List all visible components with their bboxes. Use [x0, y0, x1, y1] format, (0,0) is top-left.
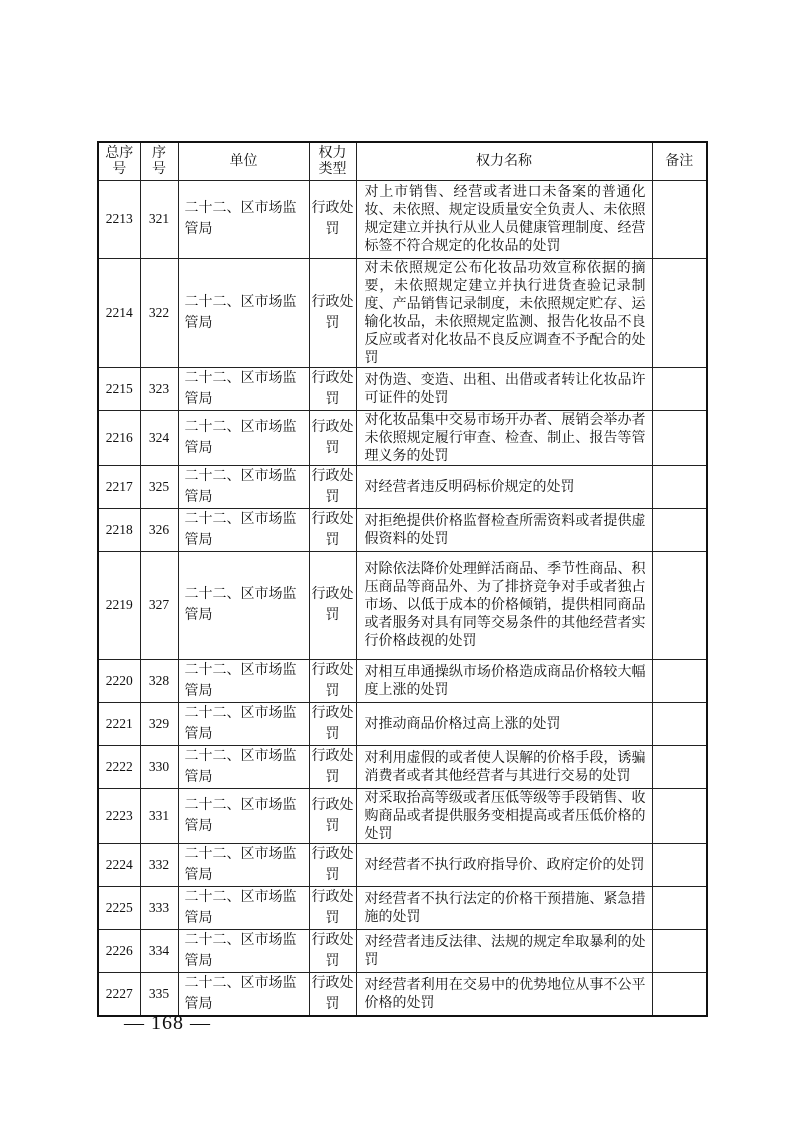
unit-cell: 二十二、区市场监管局 [178, 465, 309, 508]
table-row [98, 788, 707, 843]
unit-cell: 二十二、区市场监管局 [178, 551, 309, 659]
remarks-cell [652, 508, 707, 551]
unit-cell: 二十二、区市场监管局 [178, 258, 309, 367]
remarks-cell [652, 929, 707, 972]
seq-no-cell: 334 [140, 929, 178, 972]
total-no-cell: 2214 [98, 258, 140, 367]
remarks-cell [652, 551, 707, 659]
remarks-cell [652, 180, 707, 258]
power-type-cell: 行政处罚 [309, 929, 356, 972]
power-name-cell: 对化妆品集中交易市场开办者、展销会举办者未依照规定履行审查、检查、制止、报告等管理义务的处罚 [356, 410, 652, 465]
table-row [98, 843, 707, 886]
seq-no-cell: 324 [140, 410, 178, 465]
table-body [98, 180, 707, 1016]
unit-cell: 二十二、区市场监管局 [178, 367, 309, 410]
seq-no-cell: 321 [140, 180, 178, 258]
seq-no-cell: 330 [140, 745, 178, 788]
power-name-cell: 对伪造、变造、出租、出借或者转让化妆品许可证件的处罚 [356, 367, 652, 410]
unit-cell: 二十二、区市场监管局 [178, 702, 309, 745]
power-name-cell: 对经营者违反法律、法规的规定牟取暴利的处罚 [356, 929, 652, 972]
power-type-cell: 行政处罚 [309, 788, 356, 843]
power-name-cell: 对上市销售、经营或者进口未备案的普通化妆、未依照、规定设质量安全负责人、未依照规定建立并执行从业人员健康管理制度、经营标签不符合规定的化妆品的处罚 [356, 180, 652, 258]
power-name-cell: 对相互串通操纵市场价格造成商品价格较大幅度上涨的处罚 [356, 659, 652, 702]
table-row [98, 367, 707, 410]
power-type-cell: 行政处罚 [309, 659, 356, 702]
total-no-cell: 2218 [98, 508, 140, 551]
power-type-cell: 行政处罚 [309, 886, 356, 929]
remarks-cell [652, 410, 707, 465]
remarks-cell [652, 702, 707, 745]
seq-no-cell: 323 [140, 367, 178, 410]
table-row [98, 886, 707, 929]
power-name-cell: 对未依照规定公布化妆品功效宣称依据的摘要，未依照规定建立并执行进货查验记录制度、产品销售记录制度，未依照规定贮存、运输化妆品，未依照规定监测、报告化妆品不良反应或者对化妆品不良反应调查不予配合的处罚 [356, 258, 652, 367]
power-type-cell: 行政处罚 [309, 180, 356, 258]
power-type-cell: 行政处罚 [309, 465, 356, 508]
total-no-cell: 2224 [98, 843, 140, 886]
seq-no-cell: 333 [140, 886, 178, 929]
table-row [98, 508, 707, 551]
power-type-cell: 行政处罚 [309, 843, 356, 886]
power-name-cell: 对拒绝提供价格监督检查所需资料或者提供虚假资料的处罚 [356, 508, 652, 551]
total-no-cell: 2226 [98, 929, 140, 972]
total-no-cell: 2221 [98, 702, 140, 745]
power-type-cell: 行政处罚 [309, 508, 356, 551]
table-row [98, 929, 707, 972]
header-seq-no: 序号 [140, 142, 178, 180]
power-name-cell: 对采取抬高等级或者压低等级等手段销售、收购商品或者提供服务变相提高或者压低价格的处罚 [356, 788, 652, 843]
header-power-name: 权力名称 [356, 142, 652, 180]
power-name-cell: 对除依法降价处理鲜活商品、季节性商品、积压商品等商品外、为了排挤竞争对手或者独占市场、以低于成本的价格倾销，提供相同商品或者服务对具有同等交易条件的其他经营者实行价格歧视的处罚 [356, 551, 652, 659]
unit-cell: 二十二、区市场监管局 [178, 410, 309, 465]
total-no-cell: 2227 [98, 972, 140, 1016]
power-type-cell: 行政处罚 [309, 258, 356, 367]
total-no-cell: 2217 [98, 465, 140, 508]
header-unit: 单位 [178, 142, 309, 180]
page-number: — 168 — [124, 1012, 211, 1034]
remarks-cell [652, 258, 707, 367]
power-type-cell: 行政处罚 [309, 972, 356, 1016]
seq-no-cell: 322 [140, 258, 178, 367]
table-header-row [98, 142, 707, 180]
table-row [98, 180, 707, 258]
power-name-cell: 对经营者不执行法定的价格干预措施、紧急措施的处罚 [356, 886, 652, 929]
power-name-cell: 对经营者不执行政府指导价、政府定价的处罚 [356, 843, 652, 886]
seq-no-cell: 329 [140, 702, 178, 745]
total-no-cell: 2223 [98, 788, 140, 843]
seq-no-cell: 326 [140, 508, 178, 551]
power-type-cell: 行政处罚 [309, 745, 356, 788]
table-row [98, 659, 707, 702]
unit-cell: 二十二、区市场监管局 [178, 886, 309, 929]
header-remarks: 备注 [652, 142, 707, 180]
unit-cell: 二十二、区市场监管局 [178, 659, 309, 702]
power-type-cell: 行政处罚 [309, 367, 356, 410]
total-no-cell: 2213 [98, 180, 140, 258]
total-no-cell: 2216 [98, 410, 140, 465]
unit-cell: 二十二、区市场监管局 [178, 788, 309, 843]
unit-cell: 二十二、区市场监管局 [178, 929, 309, 972]
power-name-cell: 对推动商品价格过高上涨的处罚 [356, 702, 652, 745]
power-type-cell: 行政处罚 [309, 702, 356, 745]
remarks-cell [652, 843, 707, 886]
power-list-table [97, 141, 708, 1017]
remarks-cell [652, 972, 707, 1016]
unit-cell: 二十二、区市场监管局 [178, 843, 309, 886]
table-row [98, 972, 707, 1016]
seq-no-cell: 328 [140, 659, 178, 702]
table-row [98, 702, 707, 745]
total-no-cell: 2219 [98, 551, 140, 659]
table-row [98, 745, 707, 788]
total-no-cell: 2225 [98, 886, 140, 929]
unit-cell: 二十二、区市场监管局 [178, 745, 309, 788]
header-power-type: 权力类型 [309, 142, 356, 180]
power-name-cell: 对经营者利用在交易中的优势地位从事不公平价格的处罚 [356, 972, 652, 1016]
total-no-cell: 2215 [98, 367, 140, 410]
power-type-cell: 行政处罚 [309, 551, 356, 659]
header-total-no: 总序号 [98, 142, 140, 180]
table-row [98, 551, 707, 659]
table-row [98, 258, 707, 367]
seq-no-cell: 331 [140, 788, 178, 843]
power-name-cell: 对经营者违反明码标价规定的处罚 [356, 465, 652, 508]
seq-no-cell: 335 [140, 972, 178, 1016]
total-no-cell: 2222 [98, 745, 140, 788]
remarks-cell [652, 367, 707, 410]
unit-cell: 二十二、区市场监管局 [178, 508, 309, 551]
total-no-cell: 2220 [98, 659, 140, 702]
seq-no-cell: 332 [140, 843, 178, 886]
remarks-cell [652, 788, 707, 843]
power-name-cell: 对利用虚假的或者使人误解的价格手段，诱骗消费者或者其他经营者与其进行交易的处罚 [356, 745, 652, 788]
seq-no-cell: 325 [140, 465, 178, 508]
remarks-cell [652, 659, 707, 702]
remarks-cell [652, 886, 707, 929]
seq-no-cell: 327 [140, 551, 178, 659]
power-type-cell: 行政处罚 [309, 410, 356, 465]
unit-cell: 二十二、区市场监管局 [178, 180, 309, 258]
unit-cell: 二十二、区市场监管局 [178, 972, 309, 1016]
remarks-cell [652, 745, 707, 788]
remarks-cell [652, 465, 707, 508]
table-row [98, 465, 707, 508]
table-row [98, 410, 707, 465]
